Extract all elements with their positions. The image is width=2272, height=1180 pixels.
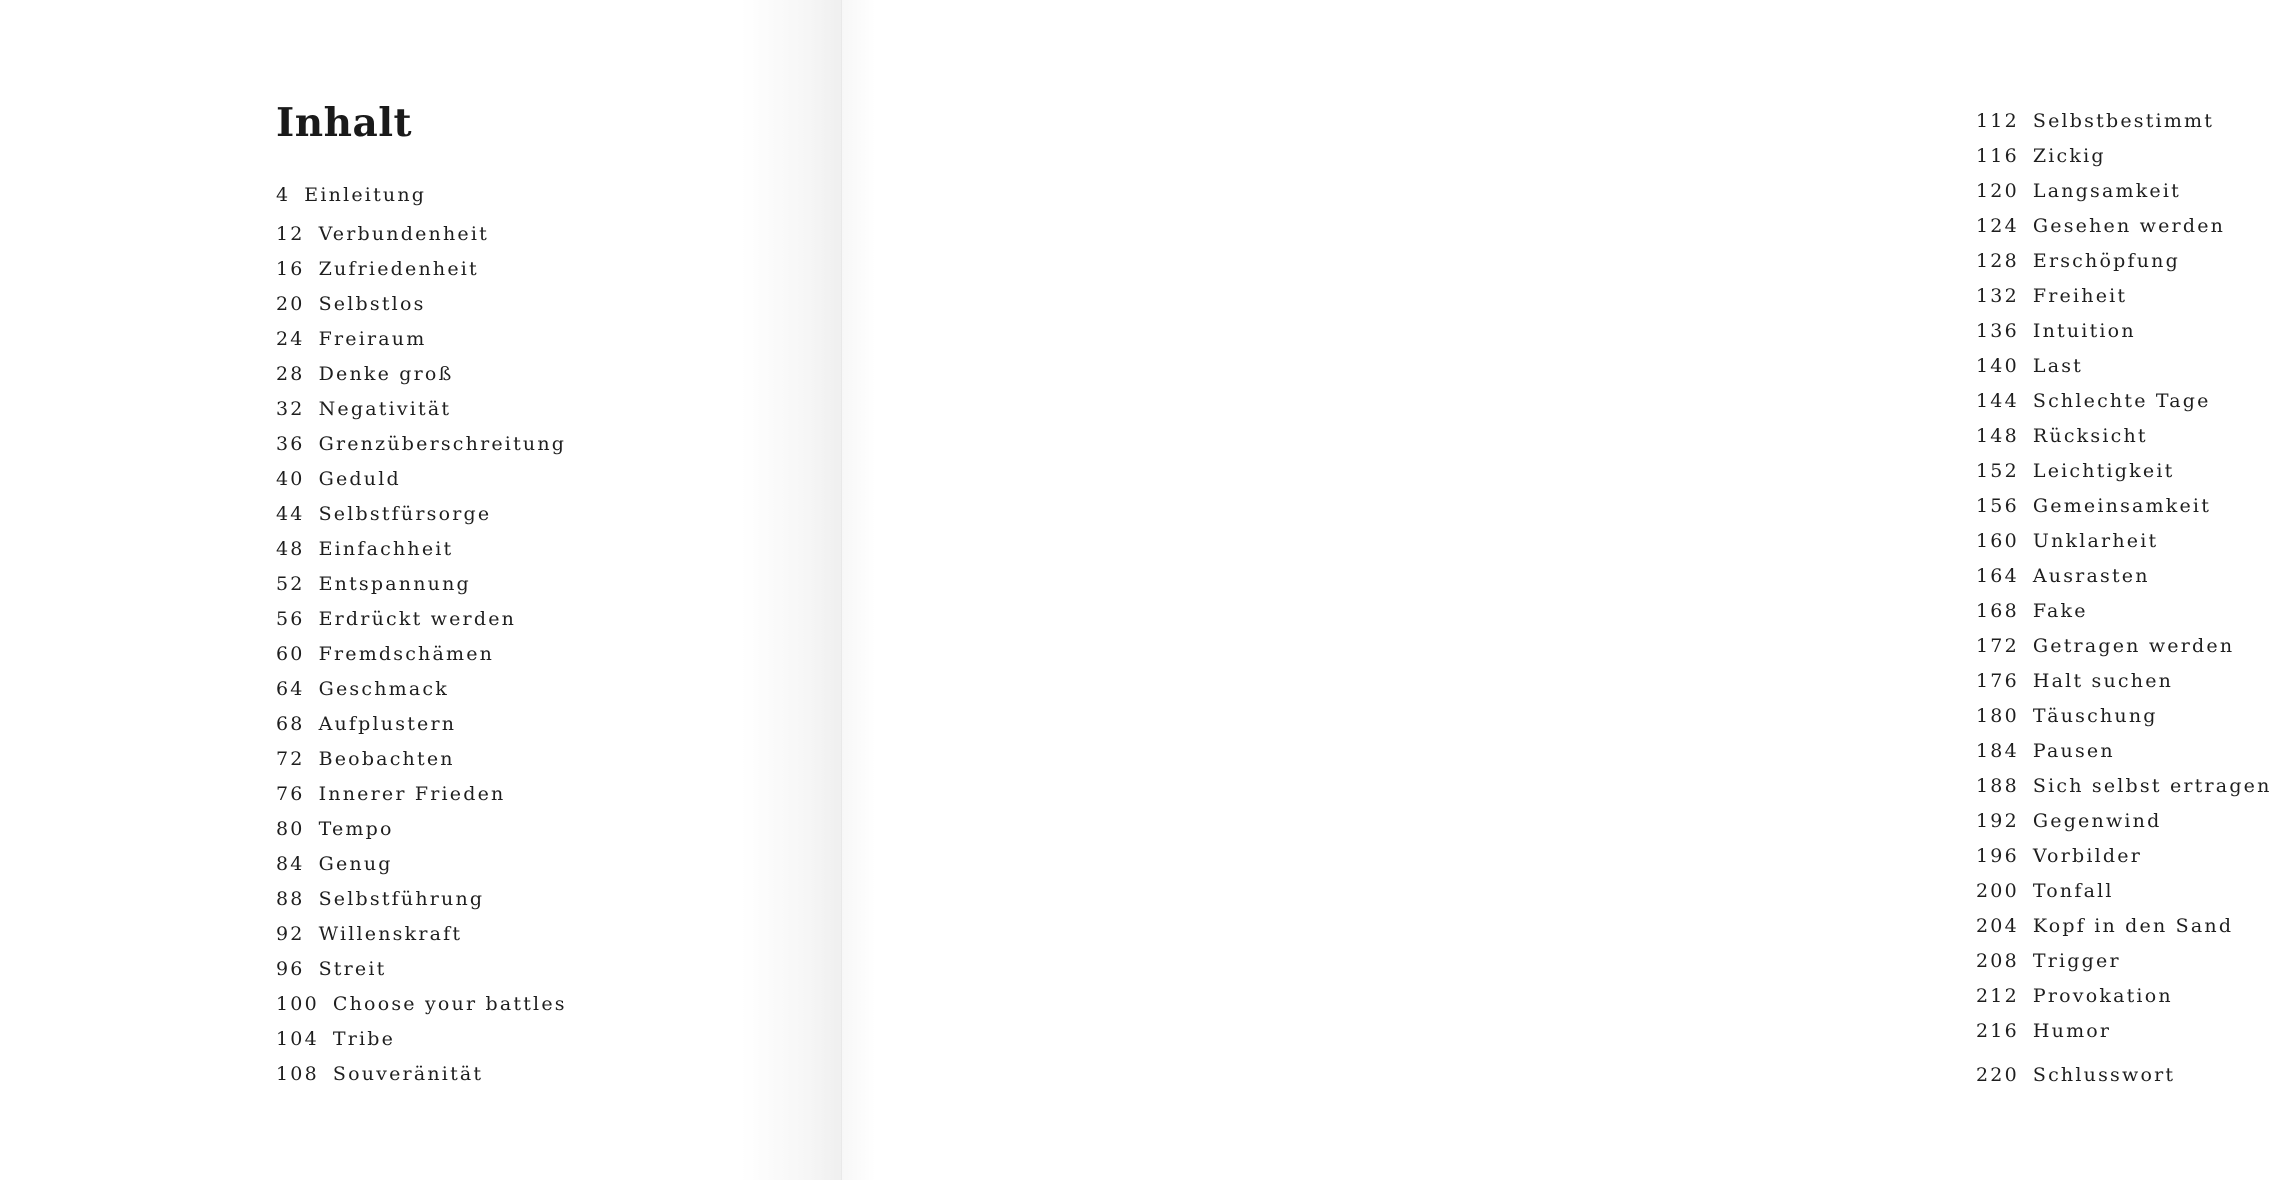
toc-page-number: 136 [1976,320,2019,342]
toc-chapter-title: Ausrasten [2032,565,2150,587]
toc-chapter-title: Selbstfürsorge [318,503,492,525]
toc-page-number: 172 [1976,635,2019,657]
toc-page-number: 152 [1976,460,2019,482]
toc-page-number: 140 [1976,355,2019,377]
toc-entry [276,602,567,637]
toc-page-number: 196 [1976,845,2019,867]
toc-chapter-title: Unklarheit [2032,530,2159,552]
toc-entry [276,847,567,882]
toc-entry [276,882,567,917]
toc-page-number: 60 [276,643,305,665]
left-page [0,0,842,1180]
toc-entry [1976,314,2272,349]
toc-page-number: 164 [1976,565,2019,587]
toc-page-number: 124 [1976,215,2019,237]
toc-chapter-title: Tribe [332,1028,396,1050]
toc-page-number: 200 [1976,880,2019,902]
toc-entry [276,427,567,462]
toc-page-number: 20 [276,293,305,315]
toc-chapter-title: Sich selbst ertragen [2032,775,2272,797]
toc-entry [1976,909,2272,944]
toc-chapter-title: Vorbilder [2032,845,2142,867]
toc-list-left [276,178,567,1092]
toc-page-number: 84 [276,853,305,875]
toc-page-number: 192 [1976,810,2019,832]
toc-entry [1976,979,2272,1014]
toc-title: Inhalt [276,100,413,146]
toc-chapter-title: Gemeinsamkeit [2032,495,2212,517]
toc-page-number: 100 [276,993,319,1015]
toc-chapter-title: Last [2032,355,2084,377]
toc-entry [1976,944,2272,979]
toc-entry [276,322,567,357]
toc-entry [1976,524,2272,559]
toc-page-number: 16 [276,258,305,280]
toc-entry [1976,279,2272,314]
toc-chapter-title: Fremdschämen [318,643,495,665]
toc-chapter-title: Halt suchen [2032,670,2174,692]
toc-chapter-title: Langsamkeit [2032,180,2181,202]
toc-entry [276,532,567,567]
toc-chapter-title: Tempo [318,818,394,840]
toc-chapter-title: Provokation [2032,985,2173,1007]
toc-chapter-title: Fake [2032,600,2088,622]
toc-page-number: 212 [1976,985,2019,1007]
toc-chapter-title: Denke groß [318,363,454,385]
toc-page-number: 44 [276,503,305,525]
toc-page-number: 116 [1976,145,2019,167]
toc-page-number: 204 [1976,915,2019,937]
toc-entry [276,917,567,952]
toc-entry [276,462,567,497]
toc-entry [1976,209,2272,244]
toc-chapter-title: Erdrückt werden [318,608,517,630]
toc-chapter-title: Innerer Frieden [318,783,506,805]
toc-chapter-title: Willenskraft [318,923,463,945]
toc-page-number: 216 [1976,1020,2019,1042]
toc-entry [1976,349,2272,384]
toc-chapter-title: Einfachheit [318,538,454,560]
toc-entry [1976,629,2272,664]
toc-page-number: 180 [1976,705,2019,727]
toc-chapter-title: Geduld [318,468,401,490]
toc-entry [1976,419,2272,454]
toc-chapter-title: Zickig [2032,145,2106,167]
toc-chapter-title: Humor [2032,1020,2112,1042]
toc-chapter-title: Selbstführung [318,888,485,910]
toc-page-number: 108 [276,1063,319,1085]
toc-entry [1976,734,2272,769]
toc-chapter-title: Souveränität [332,1063,484,1085]
toc-page-number: 128 [1976,250,2019,272]
toc-page-number: 28 [276,363,305,385]
toc-entry [276,812,567,847]
toc-chapter-title: Genug [318,853,393,875]
toc-page-number: 24 [276,328,305,350]
toc-entry [1976,559,2272,594]
toc-page-number: 148 [1976,425,2019,447]
toc-entry [276,672,567,707]
toc-page-number: 68 [276,713,305,735]
toc-page-number: 48 [276,538,305,560]
toc-chapter-title: Getragen werden [2032,635,2235,657]
toc-page-number: 32 [276,398,305,420]
toc-page-number: 4 [276,184,291,206]
toc-chapter-title: Selbstlos [318,293,426,315]
toc-entry [276,742,567,777]
toc-page-number: 92 [276,923,305,945]
toc-entry [1976,594,2272,629]
toc-entry [276,357,567,392]
toc-page-number: 112 [1976,110,2019,132]
toc-chapter-title: Pausen [2032,740,2115,762]
toc-chapter-title: Aufplustern [318,713,457,735]
toc-chapter-title: Zufriedenheit [318,258,479,280]
toc-page-number: 184 [1976,740,2019,762]
toc-page-number: 168 [1976,600,2019,622]
toc-entry [1976,244,2272,279]
toc-page-number: 88 [276,888,305,910]
toc-entry [1976,1014,2272,1049]
toc-entry [276,987,567,1022]
toc-entry [1976,839,2272,874]
toc-page-number: 36 [276,433,305,455]
toc-chapter-title: Beobachten [318,748,455,770]
toc-entry [1976,699,2272,734]
toc-chapter-title: Rücksicht [2032,425,2148,447]
toc-entry [276,777,567,812]
toc-page-number: 80 [276,818,305,840]
toc-chapter-title: Gesehen werden [2032,215,2226,237]
toc-page-number: 176 [1976,670,2019,692]
toc-entry [1976,454,2272,489]
toc-entry [1976,874,2272,909]
toc-chapter-title: Geschmack [318,678,449,700]
right-page [842,0,2272,1180]
toc-entry [1976,174,2272,209]
toc-page-number: 208 [1976,950,2019,972]
toc-chapter-title: Negativität [318,398,452,420]
toc-chapter-title: Schlechte Tage [2032,390,2211,412]
toc-entry [1976,139,2272,174]
toc-entry [1976,664,2272,699]
toc-page-number: 160 [1976,530,2019,552]
toc-list-right [1976,104,2272,1093]
toc-entry [276,178,567,213]
toc-chapter-title: Einleitung [304,184,427,206]
toc-page-number: 188 [1976,775,2019,797]
toc-chapter-title: Entspannung [318,573,471,595]
toc-page-number: 120 [1976,180,2019,202]
toc-page-number: 40 [276,468,305,490]
toc-entry [276,217,567,252]
toc-page-number: 144 [1976,390,2019,412]
toc-chapter-title: Tonfall [2032,880,2114,902]
toc-entry [276,1057,567,1092]
toc-chapter-title: Verbundenheit [318,223,489,245]
toc-entry [1976,769,2272,804]
toc-chapter-title: Streit [318,958,387,980]
toc-chapter-title: Freiraum [318,328,427,350]
toc-chapter-title: Gegenwind [2032,810,2162,832]
toc-page-number: 156 [1976,495,2019,517]
toc-entry [276,567,567,602]
toc-entry [276,707,567,742]
toc-entry [1976,1058,2272,1093]
toc-page-number: 220 [1976,1064,2019,1086]
toc-chapter-title: Täuschung [2032,705,2158,727]
toc-chapter-title: Kopf in den Sand [2032,915,2234,937]
toc-entry [276,252,567,287]
toc-chapter-title: Intuition [2032,320,2136,342]
toc-page-number: 104 [276,1028,319,1050]
toc-entry [276,637,567,672]
toc-chapter-title: Selbstbestimmt [2032,110,2215,132]
toc-entry [1976,489,2272,524]
toc-entry [1976,384,2272,419]
toc-entry [276,952,567,987]
toc-entry [276,392,567,427]
toc-page-number: 12 [276,223,305,245]
toc-chapter-title: Leichtigkeit [2032,460,2175,482]
toc-chapter-title: Choose your battles [332,993,567,1015]
toc-chapter-title: Freiheit [2032,285,2128,307]
toc-page-number: 64 [276,678,305,700]
toc-page-number: 76 [276,783,305,805]
toc-chapter-title: Schlusswort [2032,1064,2176,1086]
toc-page-number: 52 [276,573,305,595]
toc-chapter-title: Grenzüberschreitung [318,433,567,455]
toc-entry [276,497,567,532]
toc-entry [1976,804,2272,839]
toc-page-number: 132 [1976,285,2019,307]
toc-entry [276,287,567,322]
toc-page-number: 72 [276,748,305,770]
toc-entry [276,1022,567,1057]
toc-page-number: 56 [276,608,305,630]
toc-entry [1976,104,2272,139]
toc-chapter-title: Erschöpfung [2032,250,2180,272]
toc-chapter-title: Trigger [2032,950,2121,972]
toc-page-number: 96 [276,958,305,980]
